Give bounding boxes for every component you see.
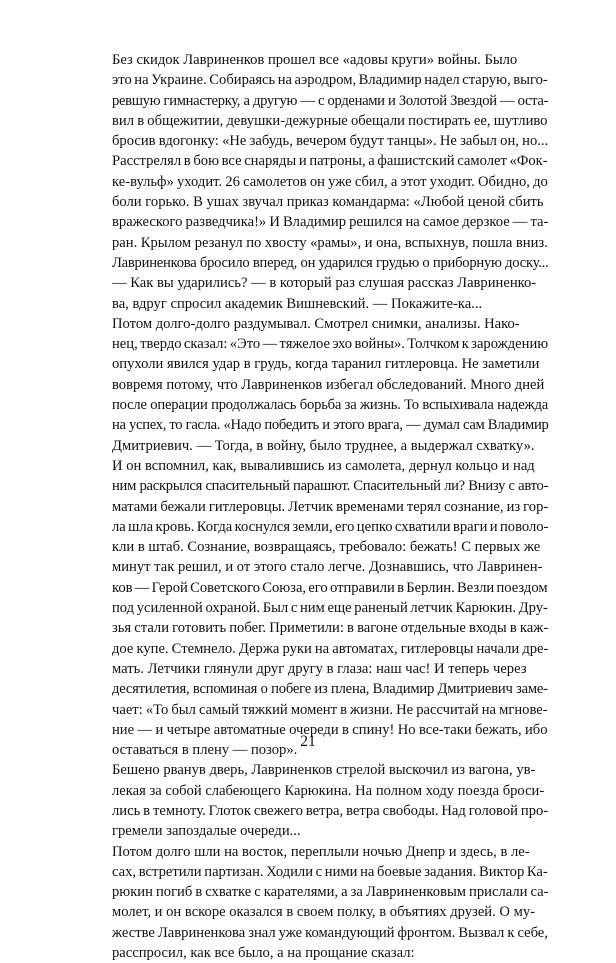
text-line: на успех, то гасла. «Надо победить и этого врага, — думал сам Владимир xyxy=(112,417,549,434)
text-line: после операции продолжалась борьба за жизнь. То вспыхивала надежда xyxy=(112,397,548,414)
text-line: И он вспомнил, как, вывалившись из самолета, дернул кольцо и над xyxy=(112,457,535,474)
text-line: десятилетия, вспоминая о побеге из плена, Владимир Дмитриевич заме- xyxy=(112,681,548,698)
paragraph xyxy=(86,50,548,273)
text-line: ков — Герой Советского Союза, его отправили в Берлин. Везли поездом xyxy=(112,579,548,596)
text-line: мать. Летчики глянули друг другу в глаза: наш час! И теперь через xyxy=(112,660,527,677)
page-body-text xyxy=(86,50,548,963)
text-line: ним раскрылся спасительный парашют. Спасительный ли? Внизу с авто- xyxy=(112,478,549,495)
text-line: Расстрелял в бою все снаряды и патроны, а фашистский самолет «Фок- xyxy=(112,153,548,170)
text-line: ла шла кровь. Когда коснулся земли, его цепко схватили враги и поволо- xyxy=(112,518,549,535)
text-line: вил в общежитии, девушки-дежурные обещали постирать ее, шутливо xyxy=(112,112,548,129)
text-line: матами бежали гитлеровцы. Летчик временами терял сознание, из гор- xyxy=(112,498,549,515)
text-line: это на Украине. Собираясь на аэродром, Владимир надел старую, выго- xyxy=(112,72,548,89)
text-line: жестве Лавриненкова знал уже командующий фронтом. Вызвал к себе, xyxy=(112,924,548,941)
text-line: зья стали готовить побег. Приметили: в вагоне отдельные входы в каж- xyxy=(112,620,549,637)
paragraph xyxy=(86,314,548,456)
text-line: рюкин погиб в схватке с карателями, а за Лавриненковым прислали са- xyxy=(112,884,549,901)
text-line: сах, встретили партизан. Ходили с ними на боевые задания. Виктор Ка- xyxy=(112,863,548,880)
page-number: 21 xyxy=(300,733,316,750)
text-line: нец, твердо сказал: «Это — тяжелое эхо войны». Толчком к зарождению xyxy=(112,336,549,353)
paragraph xyxy=(86,842,548,963)
text-line: дое купе. Стемнело. Держа руки на автоматах, гитлеровцы начали дре- xyxy=(112,640,549,657)
text-line: бросив вдогонку: «Не забудь, вечером будут танцы». Не забыл он, но... xyxy=(112,133,549,150)
paragraph xyxy=(86,273,548,314)
text-line: вовремя потому, что Лавриненков избегал обследований. Много дней xyxy=(112,376,545,393)
text-line: — Как вы ударились? — в который раз слушая рассказ Лавриненко- xyxy=(112,275,537,292)
text-line: лекая за собой слабеющего Карюкина. На полном ходу поезда броси- xyxy=(112,782,545,799)
text-line: ревшую гимнастерку, а другую — с орденами и Золотой Звездой — оста- xyxy=(112,92,549,109)
paragraph xyxy=(86,760,548,841)
text-line: лись в темноту. Глоток свежего ветра, ветра свободы. Над головой про- xyxy=(112,802,549,819)
text-line: боли горько. В ушах звучал приказ командарма: «Любой ценой сбить xyxy=(112,194,544,211)
text-line: расспросил, как все было, а на прощание сказал: xyxy=(112,945,415,962)
text-line: Без скидок Лавриненков прошел все «адовы круги» войны. Было xyxy=(112,52,518,68)
text-line: ние — и четыре автоматные очереди в спину! Но все-таки бежать, ибо xyxy=(112,721,548,738)
text-line: ран. Крылом резанул по хвосту «рамы», и она, вспыхнув, пошла вниз. xyxy=(112,234,548,251)
text-line: под усиленной охраной. Был с ним еще раненый летчик Карюкин. Дру- xyxy=(112,600,548,617)
text-line: минут так решил, и от этого стало легче. Дознавшись, что Лавринен- xyxy=(112,559,543,576)
text-line: гремели запоздалые очереди... xyxy=(112,823,301,840)
text-line: оставаться в плену — позор». xyxy=(112,742,298,759)
text-line: Потом долго-долго раздумывал. Смотрел снимки, анализы. Нако- xyxy=(112,315,520,332)
text-line: вражеского разведчика!» И Владимир решился на самое дерзкое — та- xyxy=(112,214,549,231)
text-line: Дмитриевич. — Тогда, в войну, было труднее, а выдержал схватку». xyxy=(112,437,535,454)
text-line: молет, и он вскоре оказался в своем полку, в объятиях друзей. О му- xyxy=(112,904,535,921)
text-line: Лавриненкова бросило вперед, он ударился грудью о приборную доску... xyxy=(112,254,549,271)
text-line: Потом долго шли на восток, переплыли ночью Днепр и здесь, в ле- xyxy=(112,843,530,860)
text-line: ке-вульф» уходит. 26 самолетов он уже сбил, а этот уходит. Обидно, до xyxy=(112,173,548,190)
text-line: опухоли явился удар в грудь, когда таранил гитлеровца. Не заметили xyxy=(112,356,540,373)
text-line: ва, вдруг спросил академик Вишневский. — Покажите-ка... xyxy=(112,295,483,312)
text-line: чает: «То был самый тяжкий момент в жизни. Не рассчитай на мгнове- xyxy=(112,701,548,718)
paragraph xyxy=(86,456,548,760)
text-line: Бешено рванув дверь, Лавриненков стрелой выскочил из вагона, ув- xyxy=(112,762,536,779)
text-line: кли в штаб. Сознание, возвращаясь, требовало: бежать! С первых же xyxy=(112,539,541,556)
